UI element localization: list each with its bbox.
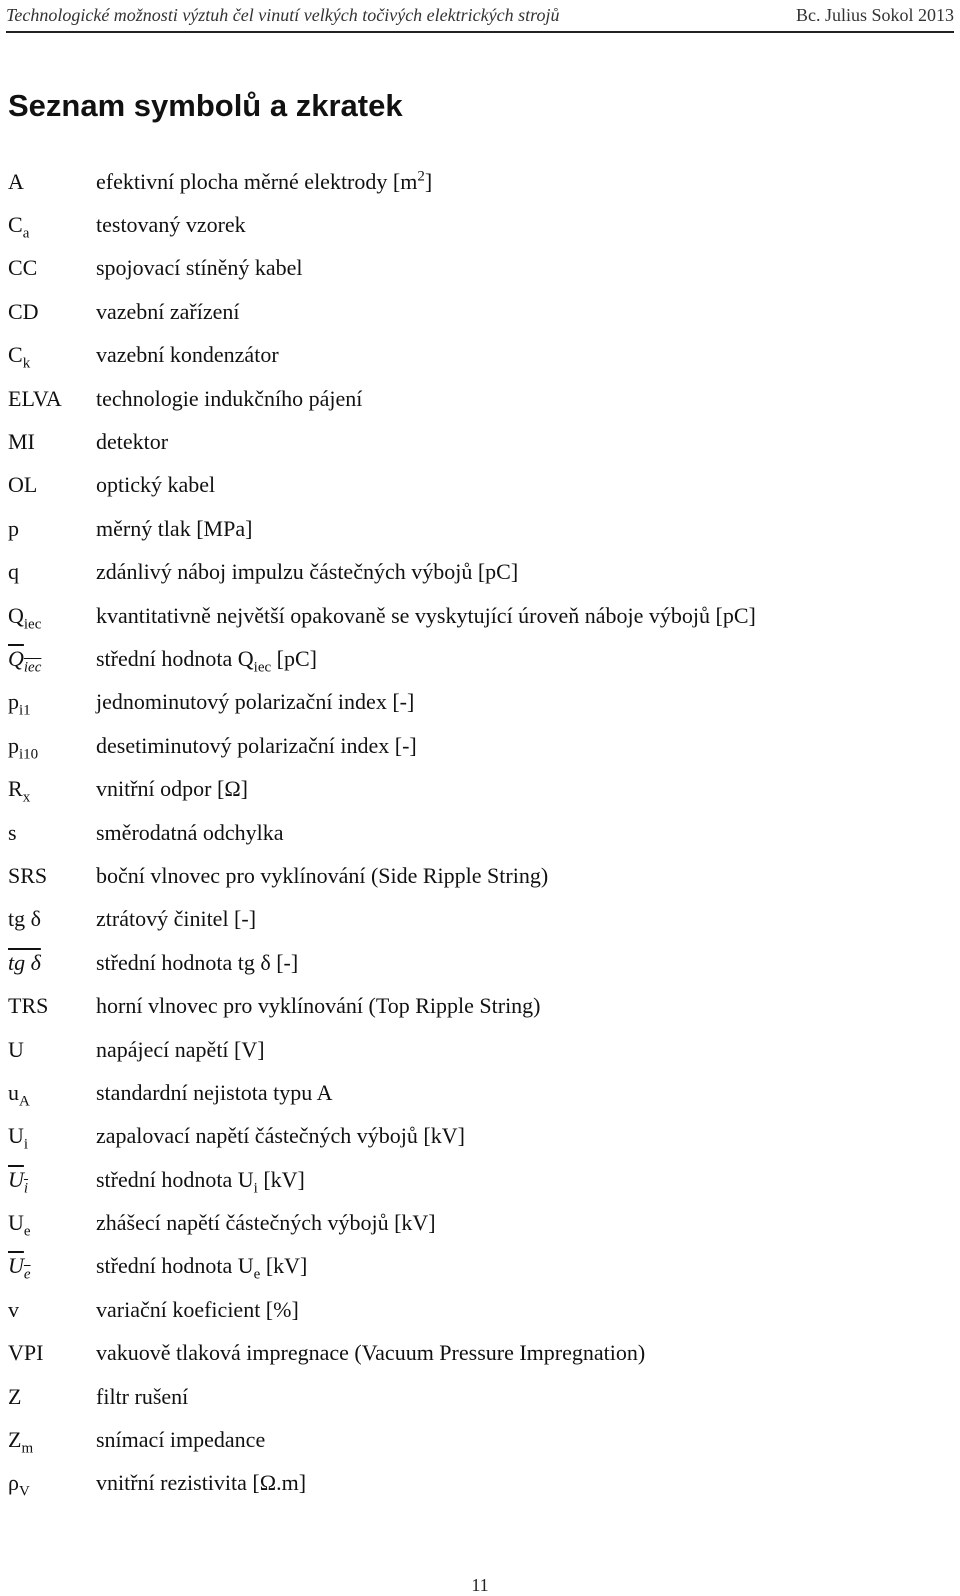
description-text: technologie indukčního pájení bbox=[96, 385, 363, 411]
symbol-subscript: e bbox=[23, 1266, 31, 1283]
description-text: napájecí napětí [V] bbox=[96, 1036, 265, 1062]
symbol-base: $\overline{U}$ bbox=[8, 1253, 24, 1279]
symbol-base: U bbox=[8, 1123, 24, 1149]
symbol-base: ELVA bbox=[8, 385, 62, 411]
description-text: střední hodnota U bbox=[96, 1166, 254, 1192]
description-text: zdánlivý náboj impulzu částečných výbojů [pC] bbox=[96, 559, 519, 585]
description-text: ztrátový činitel [-] bbox=[96, 906, 257, 932]
symbol-row bbox=[8, 637, 938, 680]
symbol-row bbox=[8, 767, 938, 810]
symbol-description bbox=[96, 298, 240, 324]
symbol-description bbox=[96, 1079, 333, 1105]
symbol-base: $\overline{U}$ bbox=[8, 1166, 24, 1192]
symbol bbox=[8, 257, 96, 279]
symbol-description bbox=[96, 1342, 645, 1364]
symbol-base: U bbox=[8, 1036, 24, 1062]
symbol-subscript: i bbox=[23, 1136, 29, 1153]
symbol-row bbox=[8, 1158, 938, 1201]
symbol-row bbox=[8, 898, 938, 941]
description-text: testovaný vzorek bbox=[96, 212, 246, 238]
symbol-base: C bbox=[8, 342, 23, 368]
symbol bbox=[8, 474, 96, 496]
description-text-end: [pC] bbox=[271, 645, 317, 671]
symbol-base: q bbox=[8, 559, 19, 585]
symbol-row bbox=[8, 724, 938, 767]
description-text-end: [kV] bbox=[257, 1166, 305, 1192]
page-header bbox=[6, 0, 954, 33]
symbol-row bbox=[8, 160, 938, 203]
symbol-row bbox=[8, 203, 938, 246]
description-subscript: e bbox=[253, 1266, 261, 1283]
symbol-row bbox=[8, 1418, 938, 1461]
symbol bbox=[8, 776, 96, 806]
symbol-base: TRS bbox=[8, 993, 49, 1019]
symbol bbox=[8, 1123, 96, 1153]
symbol-base: VPI bbox=[8, 1340, 44, 1366]
symbol bbox=[8, 949, 96, 975]
description-text: kvantitativně největší opakovaně se vyskytující úroveň náboje výbojů [pC] bbox=[96, 602, 756, 628]
symbol-subscript: e bbox=[23, 1223, 31, 1240]
symbol-subscript: A bbox=[19, 1093, 30, 1110]
symbol-list bbox=[8, 160, 938, 1505]
symbol bbox=[8, 645, 96, 676]
description-text: jednominutový polarizační index [-] bbox=[96, 689, 415, 715]
description-text: střední hodnota Q bbox=[96, 645, 254, 671]
symbol-description bbox=[96, 1296, 299, 1322]
symbol-base: p bbox=[8, 732, 19, 758]
symbol-description bbox=[96, 431, 168, 453]
symbol-subscript: iec bbox=[23, 615, 42, 632]
symbol-description bbox=[96, 645, 317, 676]
symbol-base: R bbox=[8, 776, 23, 802]
symbol bbox=[8, 1296, 96, 1322]
description-text: snímací impedance bbox=[96, 1427, 266, 1453]
symbol-base: C bbox=[8, 212, 23, 238]
description-text: zapalovací napětí částečných výbojů [kV] bbox=[96, 1123, 465, 1149]
symbol-description bbox=[96, 168, 433, 194]
description-subscript: iec bbox=[253, 659, 272, 676]
symbol bbox=[8, 862, 96, 888]
symbol-subscript: x bbox=[22, 789, 31, 806]
description-text: vnitřní odpor [Ω] bbox=[96, 776, 248, 802]
symbol-description bbox=[96, 561, 518, 583]
description-superscript: 2 bbox=[417, 168, 425, 185]
symbol-base: CC bbox=[8, 255, 38, 281]
symbol-subscript: i bbox=[23, 1180, 29, 1197]
symbol-row bbox=[8, 334, 938, 377]
symbol-subscript: k bbox=[22, 355, 31, 372]
symbol-base: tg δ bbox=[8, 949, 41, 975]
description-text: standardní nejistota typu A bbox=[96, 1079, 333, 1105]
symbol-description bbox=[96, 995, 541, 1017]
symbol-description bbox=[96, 1253, 308, 1283]
symbol bbox=[8, 995, 96, 1017]
symbol bbox=[8, 689, 96, 719]
symbol-base: $\overline{Q}$ bbox=[8, 645, 24, 671]
symbol-subscript: V bbox=[18, 1483, 30, 1500]
symbol bbox=[8, 385, 96, 411]
symbol-row bbox=[8, 1115, 938, 1158]
symbol-base: SRS bbox=[8, 862, 48, 888]
symbol-description bbox=[96, 1166, 305, 1197]
symbol-base: A bbox=[8, 168, 24, 194]
symbol bbox=[8, 431, 96, 453]
symbol-subscript: m bbox=[21, 1440, 34, 1457]
symbol-base: U bbox=[8, 1210, 24, 1236]
description-text: desetiminutový polarizační index [-] bbox=[96, 732, 417, 758]
symbol-row bbox=[8, 247, 938, 290]
symbol-row bbox=[8, 290, 938, 333]
symbol-description bbox=[96, 385, 363, 411]
symbol-row bbox=[8, 681, 938, 724]
symbol-description bbox=[96, 474, 215, 496]
symbol-row bbox=[8, 1028, 938, 1071]
description-text: směrodatná odchylka bbox=[96, 819, 284, 845]
symbol bbox=[8, 1079, 96, 1110]
symbol-row bbox=[8, 1245, 938, 1288]
symbol-description bbox=[96, 602, 756, 628]
symbol-row bbox=[8, 1288, 938, 1331]
symbol-row bbox=[8, 377, 938, 420]
symbol-description bbox=[96, 1212, 436, 1234]
symbol-base: CD bbox=[8, 298, 39, 324]
symbol-base: p bbox=[8, 689, 19, 715]
description-text: variační koeficient [%] bbox=[96, 1296, 299, 1322]
symbol bbox=[8, 908, 96, 930]
symbol-row bbox=[8, 464, 938, 507]
description-text: boční vlnovec pro vyklínování (Side Ripple String) bbox=[96, 862, 549, 888]
symbol-subscript: i10 bbox=[19, 746, 39, 763]
header-author-year: Bc. Julius Sokol 2013 bbox=[795, 5, 954, 25]
symbol-description bbox=[96, 1383, 189, 1409]
description-text-end: [kV] bbox=[260, 1253, 308, 1279]
symbol bbox=[8, 732, 96, 763]
symbol-base: s bbox=[8, 819, 17, 845]
symbol-description bbox=[96, 257, 303, 279]
symbol bbox=[8, 1210, 96, 1240]
symbol-description bbox=[96, 515, 253, 541]
description-text: horní vlnovec pro vyklínování (Top Ripple String) bbox=[96, 993, 541, 1019]
symbol-description bbox=[96, 1472, 306, 1494]
symbol-description bbox=[96, 908, 256, 930]
symbol-row bbox=[8, 1201, 938, 1244]
symbol-row bbox=[8, 594, 938, 637]
symbol-description bbox=[96, 949, 299, 975]
symbol bbox=[8, 561, 96, 583]
symbol-row bbox=[8, 1071, 938, 1114]
symbol-subscript: i1 bbox=[19, 702, 31, 719]
symbol-description bbox=[96, 732, 417, 758]
description-text: optický kabel bbox=[96, 472, 216, 498]
symbol bbox=[8, 1427, 96, 1457]
symbol-row bbox=[8, 941, 938, 984]
symbol bbox=[8, 298, 96, 324]
symbol-base: MI bbox=[8, 429, 35, 455]
symbol-description bbox=[96, 1036, 265, 1062]
symbol-base: OL bbox=[8, 472, 38, 498]
description-text: vakuově tlaková impregnace (Vacuum Pressure Impregnation) bbox=[96, 1340, 646, 1366]
symbol-subscript: iec bbox=[23, 659, 42, 676]
symbol bbox=[8, 212, 96, 242]
symbol-description bbox=[96, 214, 246, 236]
description-subscript: i bbox=[253, 1180, 258, 1197]
symbol-description bbox=[96, 819, 284, 845]
symbol-description bbox=[96, 778, 248, 800]
symbol-row bbox=[8, 1332, 938, 1375]
description-text: měrný tlak [MPa] bbox=[96, 515, 253, 541]
symbol-row bbox=[8, 1462, 938, 1505]
symbol-description bbox=[96, 862, 549, 888]
description-text: filtr rušení bbox=[96, 1383, 189, 1409]
description-text-end: ] bbox=[424, 168, 433, 194]
description-text: vazební zařízení bbox=[96, 298, 240, 324]
symbol-base: Z bbox=[8, 1383, 22, 1409]
description-text: zhášecí napětí částečných výbojů [kV] bbox=[96, 1210, 436, 1236]
symbol bbox=[8, 1383, 96, 1409]
symbol bbox=[8, 1036, 96, 1062]
description-text: střední hodnota tg δ [-] bbox=[96, 949, 299, 975]
header-thesis-title: Technologické možnosti výztuh čel vinutí velkých točivých elektrických strojů bbox=[6, 5, 560, 25]
symbol-base: v bbox=[8, 1296, 19, 1322]
symbol bbox=[8, 1470, 96, 1500]
symbol-row bbox=[8, 551, 938, 594]
description-text: vazební kondenzátor bbox=[96, 342, 279, 368]
symbol bbox=[8, 515, 96, 541]
page-number: 11 bbox=[471, 1575, 489, 1595]
symbol-base: u bbox=[8, 1079, 19, 1105]
symbol bbox=[8, 1342, 96, 1364]
description-text: detektor bbox=[96, 429, 169, 455]
symbol-subscript: a bbox=[22, 225, 30, 242]
symbol-description bbox=[96, 1125, 465, 1147]
symbol-description bbox=[96, 344, 279, 366]
symbol-row bbox=[8, 984, 938, 1027]
symbol bbox=[8, 168, 96, 194]
description-text: vnitřní rezistivita [Ω.m] bbox=[96, 1470, 307, 1496]
symbol bbox=[8, 1166, 96, 1197]
symbol bbox=[8, 819, 96, 845]
description-text: střední hodnota U bbox=[96, 1253, 254, 1279]
symbol-base: Q bbox=[8, 602, 24, 628]
symbol-base: tg δ bbox=[8, 906, 41, 932]
symbol-row bbox=[8, 854, 938, 897]
page-title: Seznam symbolů a zkratek bbox=[8, 88, 403, 123]
symbol-row bbox=[8, 1375, 938, 1418]
description-text: efektivní plocha měrné elektrody [m bbox=[96, 168, 418, 194]
symbol-base: ρ bbox=[8, 1470, 19, 1496]
symbol bbox=[8, 1253, 96, 1283]
symbol-row bbox=[8, 507, 938, 550]
symbol-base: p bbox=[8, 515, 19, 541]
description-text: spojovací stíněný kabel bbox=[96, 255, 303, 281]
symbol bbox=[8, 602, 96, 632]
symbol-row bbox=[8, 811, 938, 854]
symbol bbox=[8, 342, 96, 372]
symbol-description bbox=[96, 1429, 265, 1451]
symbol-base: Z bbox=[8, 1427, 22, 1453]
symbol-description bbox=[96, 691, 414, 713]
symbol-row bbox=[8, 420, 938, 463]
